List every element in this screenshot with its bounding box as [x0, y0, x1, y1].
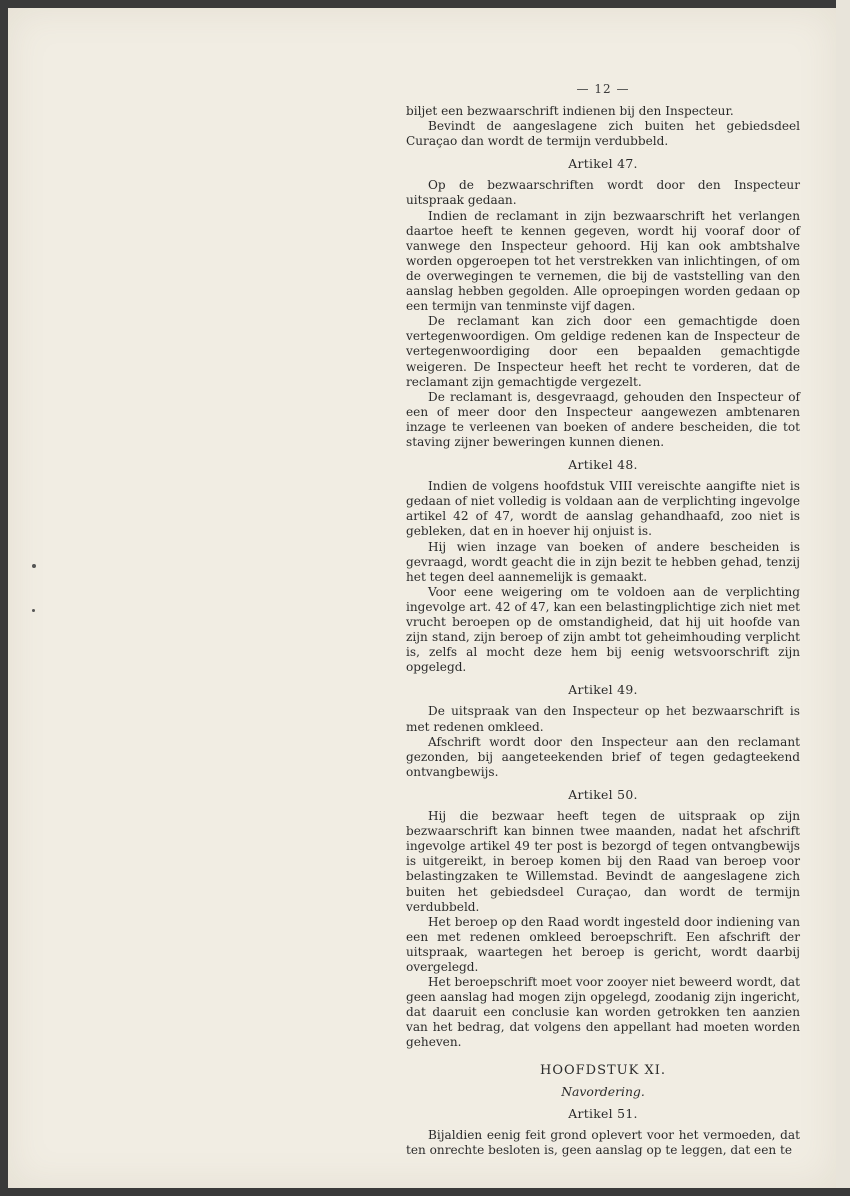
- paragraph: Afschrift wordt door den Inspecteur aan den reclamant gezonden, bij aangeteekenden brief of tegen gedagteekend ontvangbewijs.: [406, 734, 800, 779]
- article-heading: Artikel 47.: [568, 156, 638, 172]
- paragraph: Indien de reclamant in zijn bezwaarschrift het verlangen daartoe heeft te kennen gegeven, wordt hij vooraf door of vanwege den Inspecteur gehoord. Hij kan ook ambtshalve worden opgeroepen tot het verstrekken van inlichtingen, of om de overwegingen te vernemen, die bij de vaststelling van den aanslag hebben gegolden. Alle oproepingen worden gedaan op een termijn van tenminste vijf dagen.: [406, 208, 800, 314]
- paragraph: De uitspraak van den Inspecteur op het bezwaarschrift is met redenen omkleed.: [406, 704, 800, 734]
- paragraph: Voor eene weigering om te voldoen aan de verplichting ingevolge art. 42 of 47, kan een belastingplichtige zich niet met vrucht beroepen op de omstandigheid, dat hij uit hoofde van zijn stand, zijn beroep of zijn ambt tot geheimhouding verplicht is, zelfs al mocht deze hem bij eenig wetsvoorschrift zijn opgelegd.: [406, 584, 800, 675]
- chapter-subtitle: Navordering.: [561, 1083, 645, 1099]
- article-heading: Artikel 49.: [568, 682, 638, 698]
- paragraph: De reclamant is, desgevraagd, gehouden den Inspecteur of een of meer door den Inspecteur aangewezen ambtenaren inzage te verleenen van boeken of andere bescheiden, die tot staving zijner beweringen kunnen dienen.: [406, 389, 800, 449]
- paragraph: Hij wien inzage van boeken of andere bescheiden is gevraagd, wordt geacht die in zijn bezit te hebben gehad, tenzij het tegen deel aannemelijk is gemaakt.: [406, 539, 800, 584]
- article-heading: Artikel 51.: [568, 1105, 638, 1121]
- paragraph: Indien de volgens hoofdstuk VIII vereischte aangifte niet is gedaan of niet volledig is voldaan aan de verplichting ingevolge artikel 42 of 47, wordt de aanslag gehandhaafd, zoo niet is gebleken, dat en in hoever hij onjuist is.: [406, 479, 800, 539]
- article-heading: Artikel 48.: [568, 457, 638, 473]
- paragraph: Op de bezwaarschriften wordt door den Inspecteur uitspraak gedaan.: [406, 178, 800, 208]
- page-edge: [836, 0, 850, 1188]
- page-number: — 12 —: [576, 82, 630, 96]
- document-page: [8, 8, 836, 1188]
- paragraph: Het beroep op den Raad wordt ingesteld door indiening van een met redenen omkleed beroepschrift. Een afschrift der uitspraak, waartegen het beroep is gericht, wordt daarbij overgelegd.: [406, 914, 800, 974]
- paragraph: Bevindt de aangeslagene zich buiten het gebiedsdeel Curaçao dan wordt de termijn verdubbeld.: [406, 119, 800, 149]
- paragraph: Het beroepschrift moet voor zooyer niet beweerd wordt, dat geen aanslag had mogen zijn opgelegd, zoodanig zijn ingericht, dat daaruit een conclusie kan worden getrokken ten aanzien van het bedrag, dat volgens den appellant had moeten worden geheven.: [406, 975, 800, 1050]
- chapter-heading: HOOFDSTUK XI.: [540, 1062, 666, 1078]
- text-column: [406, 104, 800, 1158]
- paragraph: Bijaldien eenig feit grond oplevert voor het vermoeden, dat ten onrechte besloten is, geen aanslag op te leggen, dat een te: [406, 1127, 800, 1157]
- article-heading: Artikel 50.: [568, 786, 638, 802]
- paragraph: Hij die bezwaar heeft tegen de uitspraak op zijn bezwaarschrift kan binnen twee maanden, nadat het afschrift ingevolge artikel 49 ter post is bezorgd of tegen ontvangbewijs is uitgereikt, in beroep komen bij den Raad van beroep voor belastingzaken te Willemstad. Bevindt de aangeslagene zich buiten het gebiedsdeel Curaçao, dan wordt de termijn verdubbeld.: [406, 809, 800, 914]
- paragraph: De reclamant kan zich door een gemachtigde doen vertegenwoordigen. Om geldige redenen kan de Inspecteur de vertegenwoordiging door een bepaalden gemachtigde weigeren. De Inspecteur heeft het recht te vorderen, dat de reclamant zijn gemachtigde vergezelt.: [406, 314, 800, 389]
- punch-mark: [32, 609, 35, 612]
- punch-mark: [32, 564, 36, 568]
- paragraph: biljet een bezwaarschrift indienen bij den Inspecteur.: [406, 104, 734, 118]
